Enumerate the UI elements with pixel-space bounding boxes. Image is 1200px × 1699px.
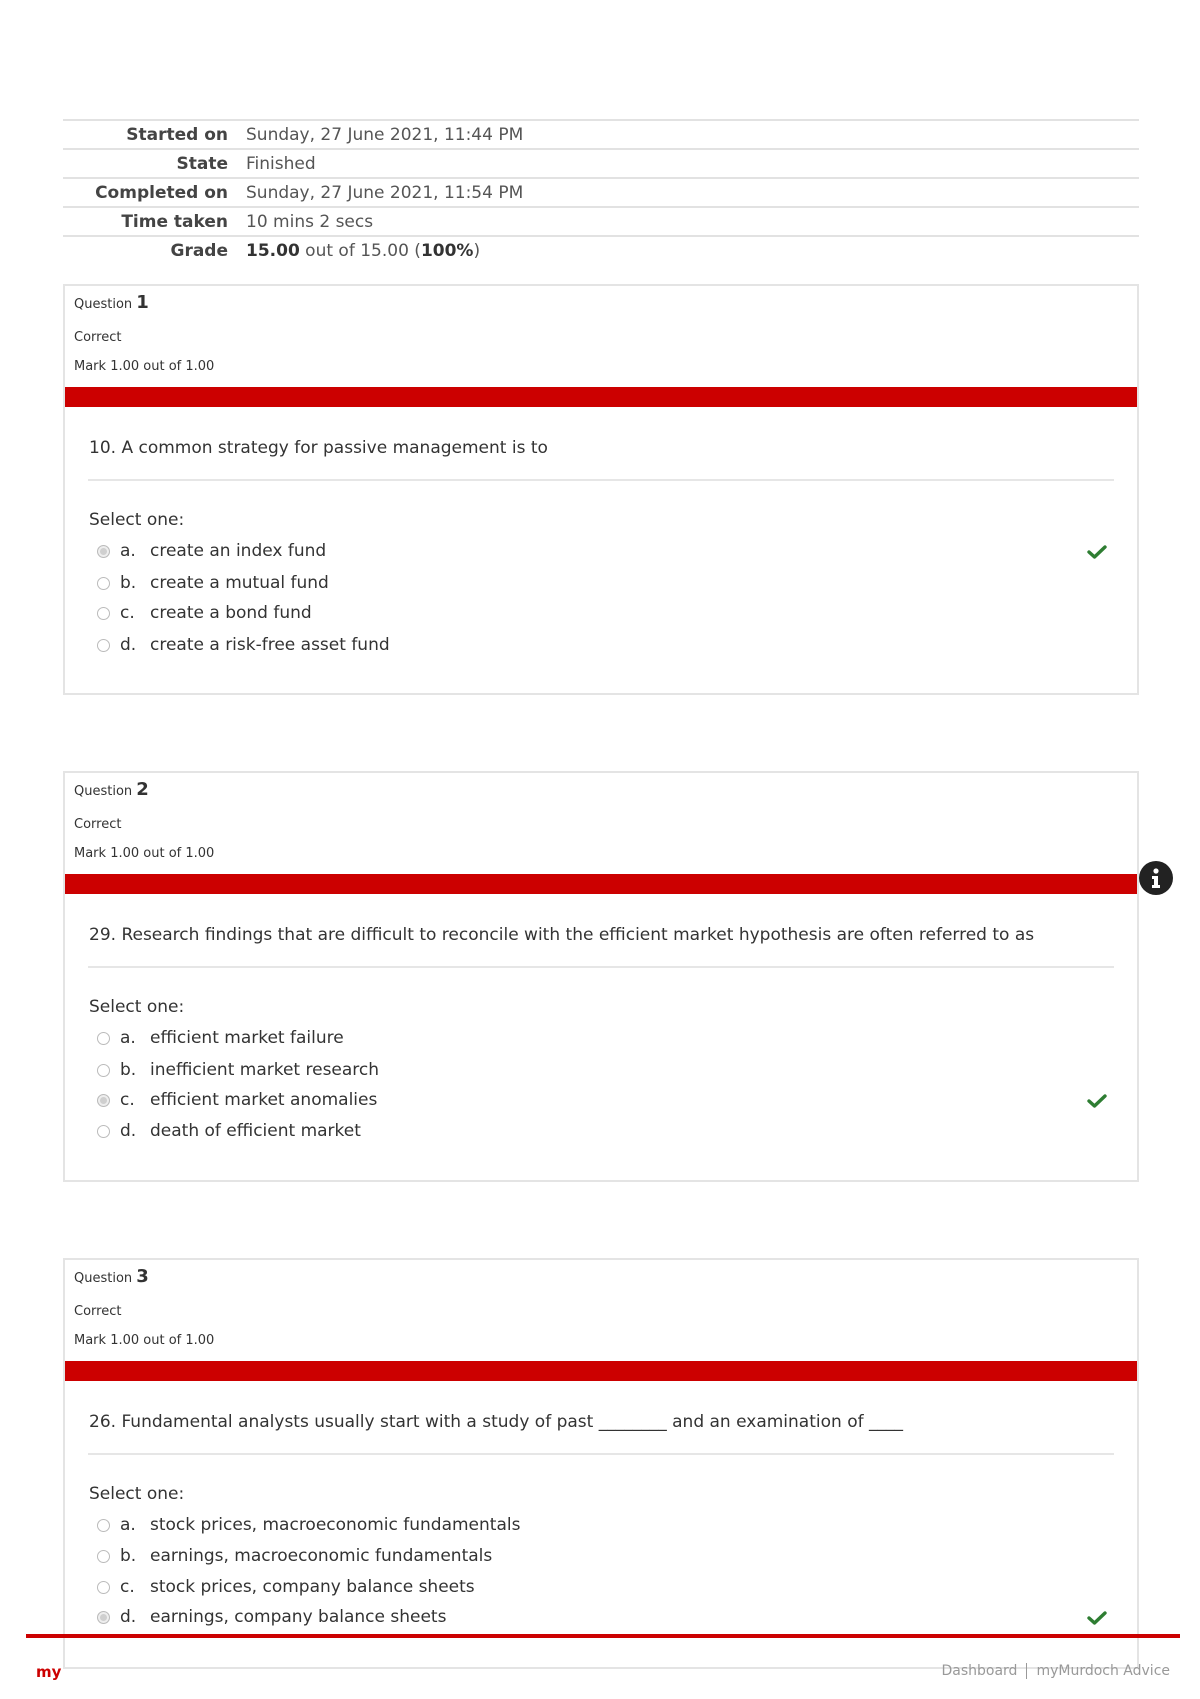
question-text: 10. A common strategy for passive management is to (89, 438, 548, 458)
question-number (74, 294, 149, 312)
radio-button[interactable] (97, 1032, 110, 1045)
mymurdoch-advice-link[interactable]: myMurdoch Advice (1036, 1663, 1170, 1679)
radio-button[interactable] (97, 1064, 110, 1077)
state-label: State (63, 149, 246, 178)
question-number (74, 781, 149, 799)
option-letter: b. (120, 573, 137, 593)
completed-on-label: Completed on (63, 178, 246, 207)
option-letter: d. (120, 1121, 137, 1141)
radio-button[interactable] (97, 577, 110, 590)
grade-label: Grade (63, 236, 246, 264)
option-text: earnings, macroeconomic fundamentals (150, 1546, 493, 1566)
started-on-label: Started on (63, 120, 246, 149)
answer-option[interactable] (97, 1121, 361, 1145)
time-taken-label: Time taken (63, 207, 246, 236)
grade-percent: 100% (420, 240, 474, 261)
option-letter: c. (120, 1090, 135, 1110)
option-text: inefficient market research (150, 1060, 380, 1080)
question-number-value: 1 (136, 292, 149, 313)
question-divider-bar (65, 1361, 1137, 1381)
grade-close: ) (473, 240, 481, 261)
started-on-value: Sunday, 27 June 2021, 11:44 PM (246, 120, 1139, 149)
radio-button[interactable] (97, 639, 110, 652)
select-one-label: Select one: (89, 1484, 185, 1504)
state-value: Finished (246, 149, 1139, 178)
question-label: Question (74, 1271, 133, 1286)
option-text: efficient market anomalies (150, 1090, 378, 1110)
answer-option[interactable] (97, 1028, 344, 1052)
check-icon (1087, 544, 1107, 560)
answer-option[interactable] (97, 1090, 377, 1114)
radio-button[interactable] (97, 1611, 110, 1624)
question-rule (88, 479, 1114, 481)
question-mark: Mark 1.00 out of 1.00 (74, 1333, 215, 1348)
question-state: Correct (74, 817, 122, 832)
grade-score: 15.00 (246, 240, 300, 261)
answer-option[interactable] (97, 573, 329, 597)
summary-row-state (63, 149, 1139, 178)
option-letter: b. (120, 1060, 137, 1080)
answer-option[interactable] (97, 1546, 492, 1570)
option-letter: b. (120, 1546, 137, 1566)
select-one-label: Select one: (89, 997, 185, 1017)
dashboard-link[interactable]: Dashboard (941, 1663, 1018, 1679)
footer-divider (26, 1634, 1180, 1638)
radio-button[interactable] (97, 1519, 110, 1532)
question-rule (88, 966, 1114, 968)
radio-button[interactable] (97, 607, 110, 620)
radio-button[interactable] (97, 1094, 110, 1107)
question-info (74, 779, 215, 861)
footer-brand[interactable]: my (36, 1663, 62, 1681)
info-icon[interactable] (1139, 861, 1173, 895)
option-letter: a. (120, 541, 136, 561)
summary-row-grade (63, 236, 1139, 264)
option-letter: a. (120, 1515, 136, 1535)
option-text: death of efficient market (150, 1121, 361, 1141)
question-state: Correct (74, 330, 122, 345)
question-divider-bar (65, 874, 1137, 894)
answer-option[interactable] (97, 541, 326, 565)
option-text: create a bond fund (150, 603, 312, 623)
option-text: earnings, company balance sheets (150, 1607, 447, 1627)
question-block (63, 1258, 1139, 1669)
question-info (74, 292, 215, 374)
option-text: efficient market failure (150, 1028, 344, 1048)
option-letter: c. (120, 1577, 135, 1597)
question-state: Correct (74, 1304, 122, 1319)
summary-row-completed (63, 178, 1139, 207)
question-label: Question (74, 784, 133, 799)
question-number (74, 1268, 149, 1286)
option-letter: c. (120, 603, 135, 623)
question-number-value: 2 (136, 779, 149, 800)
question-text: 26. Fundamental analysts usually start with a study of past ________ and an examination of ____ (89, 1412, 903, 1432)
option-letter: d. (120, 1607, 137, 1627)
radio-button[interactable] (97, 1550, 110, 1563)
question-label: Question (74, 297, 133, 312)
question-rule (88, 1453, 1114, 1455)
radio-button[interactable] (97, 1581, 110, 1594)
answer-option[interactable] (97, 1060, 379, 1084)
radio-button[interactable] (97, 545, 110, 558)
attempt-summary-table (63, 119, 1139, 264)
question-block (63, 284, 1139, 695)
option-text: create an index fund (150, 541, 327, 561)
answer-option[interactable] (97, 603, 312, 627)
option-text: stock prices, macroeconomic fundamentals (150, 1515, 521, 1535)
check-icon (1087, 1093, 1107, 1109)
footer-separator (1026, 1663, 1027, 1679)
option-letter: d. (120, 635, 137, 655)
grade-out-of: out of 15.00 ( (299, 240, 421, 261)
answer-option[interactable] (97, 635, 390, 659)
question-block (63, 771, 1139, 1182)
question-divider-bar (65, 387, 1137, 407)
option-text: create a risk-free asset fund (150, 635, 390, 655)
question-number-value: 3 (136, 1266, 149, 1287)
question-mark: Mark 1.00 out of 1.00 (74, 846, 215, 861)
answer-option[interactable] (97, 1577, 475, 1601)
footer-links (941, 1663, 1170, 1679)
select-one-label: Select one: (89, 510, 185, 530)
completed-on-value: Sunday, 27 June 2021, 11:54 PM (246, 178, 1139, 207)
time-taken-value: 10 mins 2 secs (246, 207, 1139, 236)
option-letter: a. (120, 1028, 136, 1048)
summary-row-time (63, 207, 1139, 236)
answer-option[interactable] (97, 1607, 446, 1631)
question-mark: Mark 1.00 out of 1.00 (74, 359, 215, 374)
option-text: stock prices, company balance sheets (150, 1577, 475, 1597)
grade-value (246, 236, 1139, 264)
radio-button[interactable] (97, 1125, 110, 1138)
check-icon (1087, 1610, 1107, 1626)
question-text: 29. Research findings that are difficult to reconcile with the efficient market hypothesis are often referred to as (89, 925, 1035, 945)
info-glyph-icon (1139, 861, 1173, 895)
answer-option[interactable] (97, 1515, 520, 1539)
question-info (74, 1266, 215, 1348)
summary-row-started (63, 120, 1139, 149)
option-text: create a mutual fund (150, 573, 329, 593)
